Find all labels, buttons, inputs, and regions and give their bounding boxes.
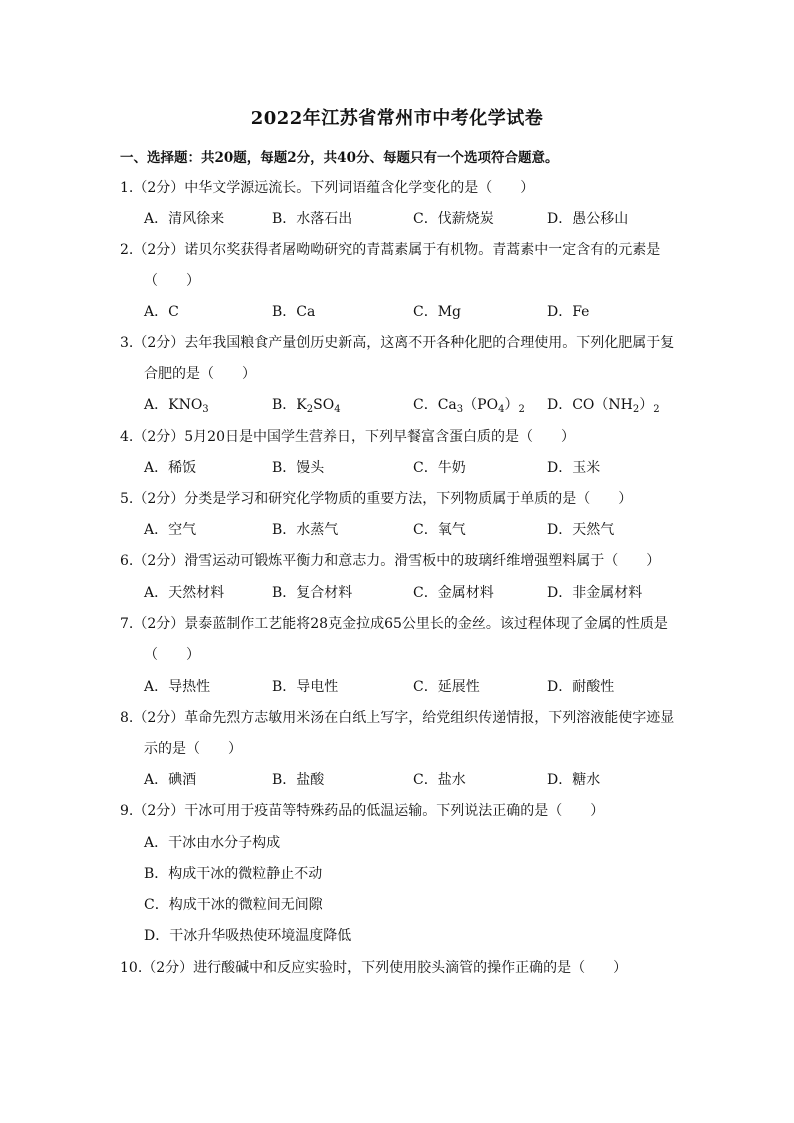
q8-option-c[interactable]: C．盐水 <box>413 772 466 788</box>
q3-option-a-text: A．KNO <box>144 397 203 413</box>
q1-option-b[interactable]: B．水落石出 <box>272 211 353 227</box>
question-10: 10.（2分）进行酸碱中和反应实验时，下列使用胶头滴管的操作正确的是（ ） <box>120 960 628 976</box>
q9-option-c[interactable]: C．构成干冰的微粒间无间隙 <box>144 897 323 913</box>
q4-option-c[interactable]: C．牛奶 <box>413 460 466 476</box>
q6-option-c[interactable]: C．金属材料 <box>413 585 494 601</box>
question-8: 8.（2分）革命先烈方志敏用米汤在白纸上写字，给党组织传递情报，下列溶液能使字迹显 <box>120 710 675 726</box>
q4-option-a[interactable]: A．稀饭 <box>144 460 197 476</box>
q3-option-c-text: C．Ca <box>413 397 457 413</box>
q8-option-d[interactable]: D．糖水 <box>547 772 601 788</box>
q1-option-a[interactable]: A．清风徐来 <box>144 211 225 227</box>
formula-part: SO <box>313 397 335 413</box>
q5-option-b[interactable]: B．水蒸气 <box>272 522 339 538</box>
formula-part: ） <box>639 397 654 413</box>
page-title: 2022年江苏省常州市中考化学试卷 <box>250 108 544 129</box>
question-3-continued: 合肥的是（ ） <box>144 366 256 382</box>
subscript: 2 <box>653 404 660 415</box>
formula-part: ） <box>504 397 519 413</box>
subscript: 3 <box>202 404 209 415</box>
q6-option-a[interactable]: A．天然材料 <box>144 585 225 601</box>
q7-option-a[interactable]: A．导热性 <box>144 679 211 695</box>
question-7: 7.（2分）景泰蓝制作工艺能将28克金拉成65公里长的金丝。该过程体现了金属的性质是 <box>120 616 668 632</box>
subscript: 4 <box>498 404 505 415</box>
q3-option-d-text: D．CO（NH <box>547 397 633 413</box>
q5-option-d[interactable]: D．天然气 <box>547 522 615 538</box>
question-7-continued: （ ） <box>144 647 200 663</box>
q2-option-a[interactable]: A．C <box>144 304 179 320</box>
question-9: 9.（2分）干冰可用于疫苗等特殊药品的低温运输。下列说法正确的是（ ） <box>120 803 605 819</box>
q3-option-b-text: B．K <box>272 397 307 413</box>
q3-option-b[interactable] <box>272 394 341 415</box>
question-8-continued: 示的是（ ） <box>144 741 242 757</box>
q1-option-c[interactable]: C．伐薪烧炭 <box>413 211 494 227</box>
q1-option-d[interactable]: D．愚公移山 <box>547 211 629 227</box>
formula-part: （PO <box>463 397 499 413</box>
question-5: 5.（2分）分类是学习和研究化学物质的重要方法，下列物质属于单质的是（ ） <box>120 491 633 507</box>
q7-option-b[interactable]: B．导电性 <box>272 679 339 695</box>
question-4: 4.（2分）5月20日是中国学生营养日，下列早餐富含蛋白质的是（ ） <box>120 429 575 445</box>
question-2-continued: （ ） <box>144 273 200 289</box>
question-3: 3.（2分）去年我国粮食产量创历史新高，这离不开各种化肥的合理使用。下列化肥属于复 <box>120 335 675 351</box>
q7-option-c[interactable]: C．延展性 <box>413 679 480 695</box>
q2-option-c[interactable]: C．Mg <box>413 304 462 320</box>
q4-option-b[interactable]: B．馒头 <box>272 460 325 476</box>
subscript: 4 <box>334 404 341 415</box>
q5-option-c[interactable]: C．氧气 <box>413 522 466 538</box>
q3-option-d[interactable] <box>547 394 660 415</box>
q9-option-b[interactable]: B．构成干冰的微粒静止不动 <box>144 866 323 882</box>
q7-option-d[interactable]: D．耐酸性 <box>547 679 615 695</box>
q2-option-b[interactable]: B．Ca <box>272 304 316 320</box>
q9-option-a[interactable]: A．干冰由水分子构成 <box>144 835 281 851</box>
q6-option-b[interactable]: B．复合材料 <box>272 585 353 601</box>
q3-option-c[interactable] <box>413 394 525 415</box>
subscript: 3 <box>456 404 464 415</box>
q8-option-b[interactable]: B．盐酸 <box>272 772 325 788</box>
q3-option-a[interactable] <box>144 394 209 415</box>
question-1: 1.（2分）中华文学源远流长。下列词语蕴含化学变化的是（ ） <box>120 180 535 196</box>
q6-option-d[interactable]: D．非金属材料 <box>547 585 643 601</box>
q5-option-a[interactable]: A．空气 <box>144 522 197 538</box>
subscript: 2 <box>518 404 525 415</box>
section-heading: 一、选择题：共20题，每题2分，共40分、每题只有一个选项符合题意。 <box>120 150 559 166</box>
question-6: 6.（2分）滑雪运动可锻炼平衡力和意志力。滑雪板中的玻璃纤维增强塑料属于（ ） <box>120 553 661 569</box>
subscript: 2 <box>632 404 640 415</box>
q8-option-a[interactable]: A．碘酒 <box>144 772 197 788</box>
q2-option-d[interactable]: D．Fe <box>547 304 590 320</box>
question-2: 2.（2分）诺贝尔奖获得者屠呦呦研究的青蒿素属于有机物。青蒿素中一定含有的元素是 <box>120 242 661 258</box>
q9-option-d[interactable]: D．干冰升华吸热使环境温度降低 <box>144 928 352 944</box>
subscript: 2 <box>306 404 314 415</box>
q4-option-d[interactable]: D．玉米 <box>547 460 601 476</box>
